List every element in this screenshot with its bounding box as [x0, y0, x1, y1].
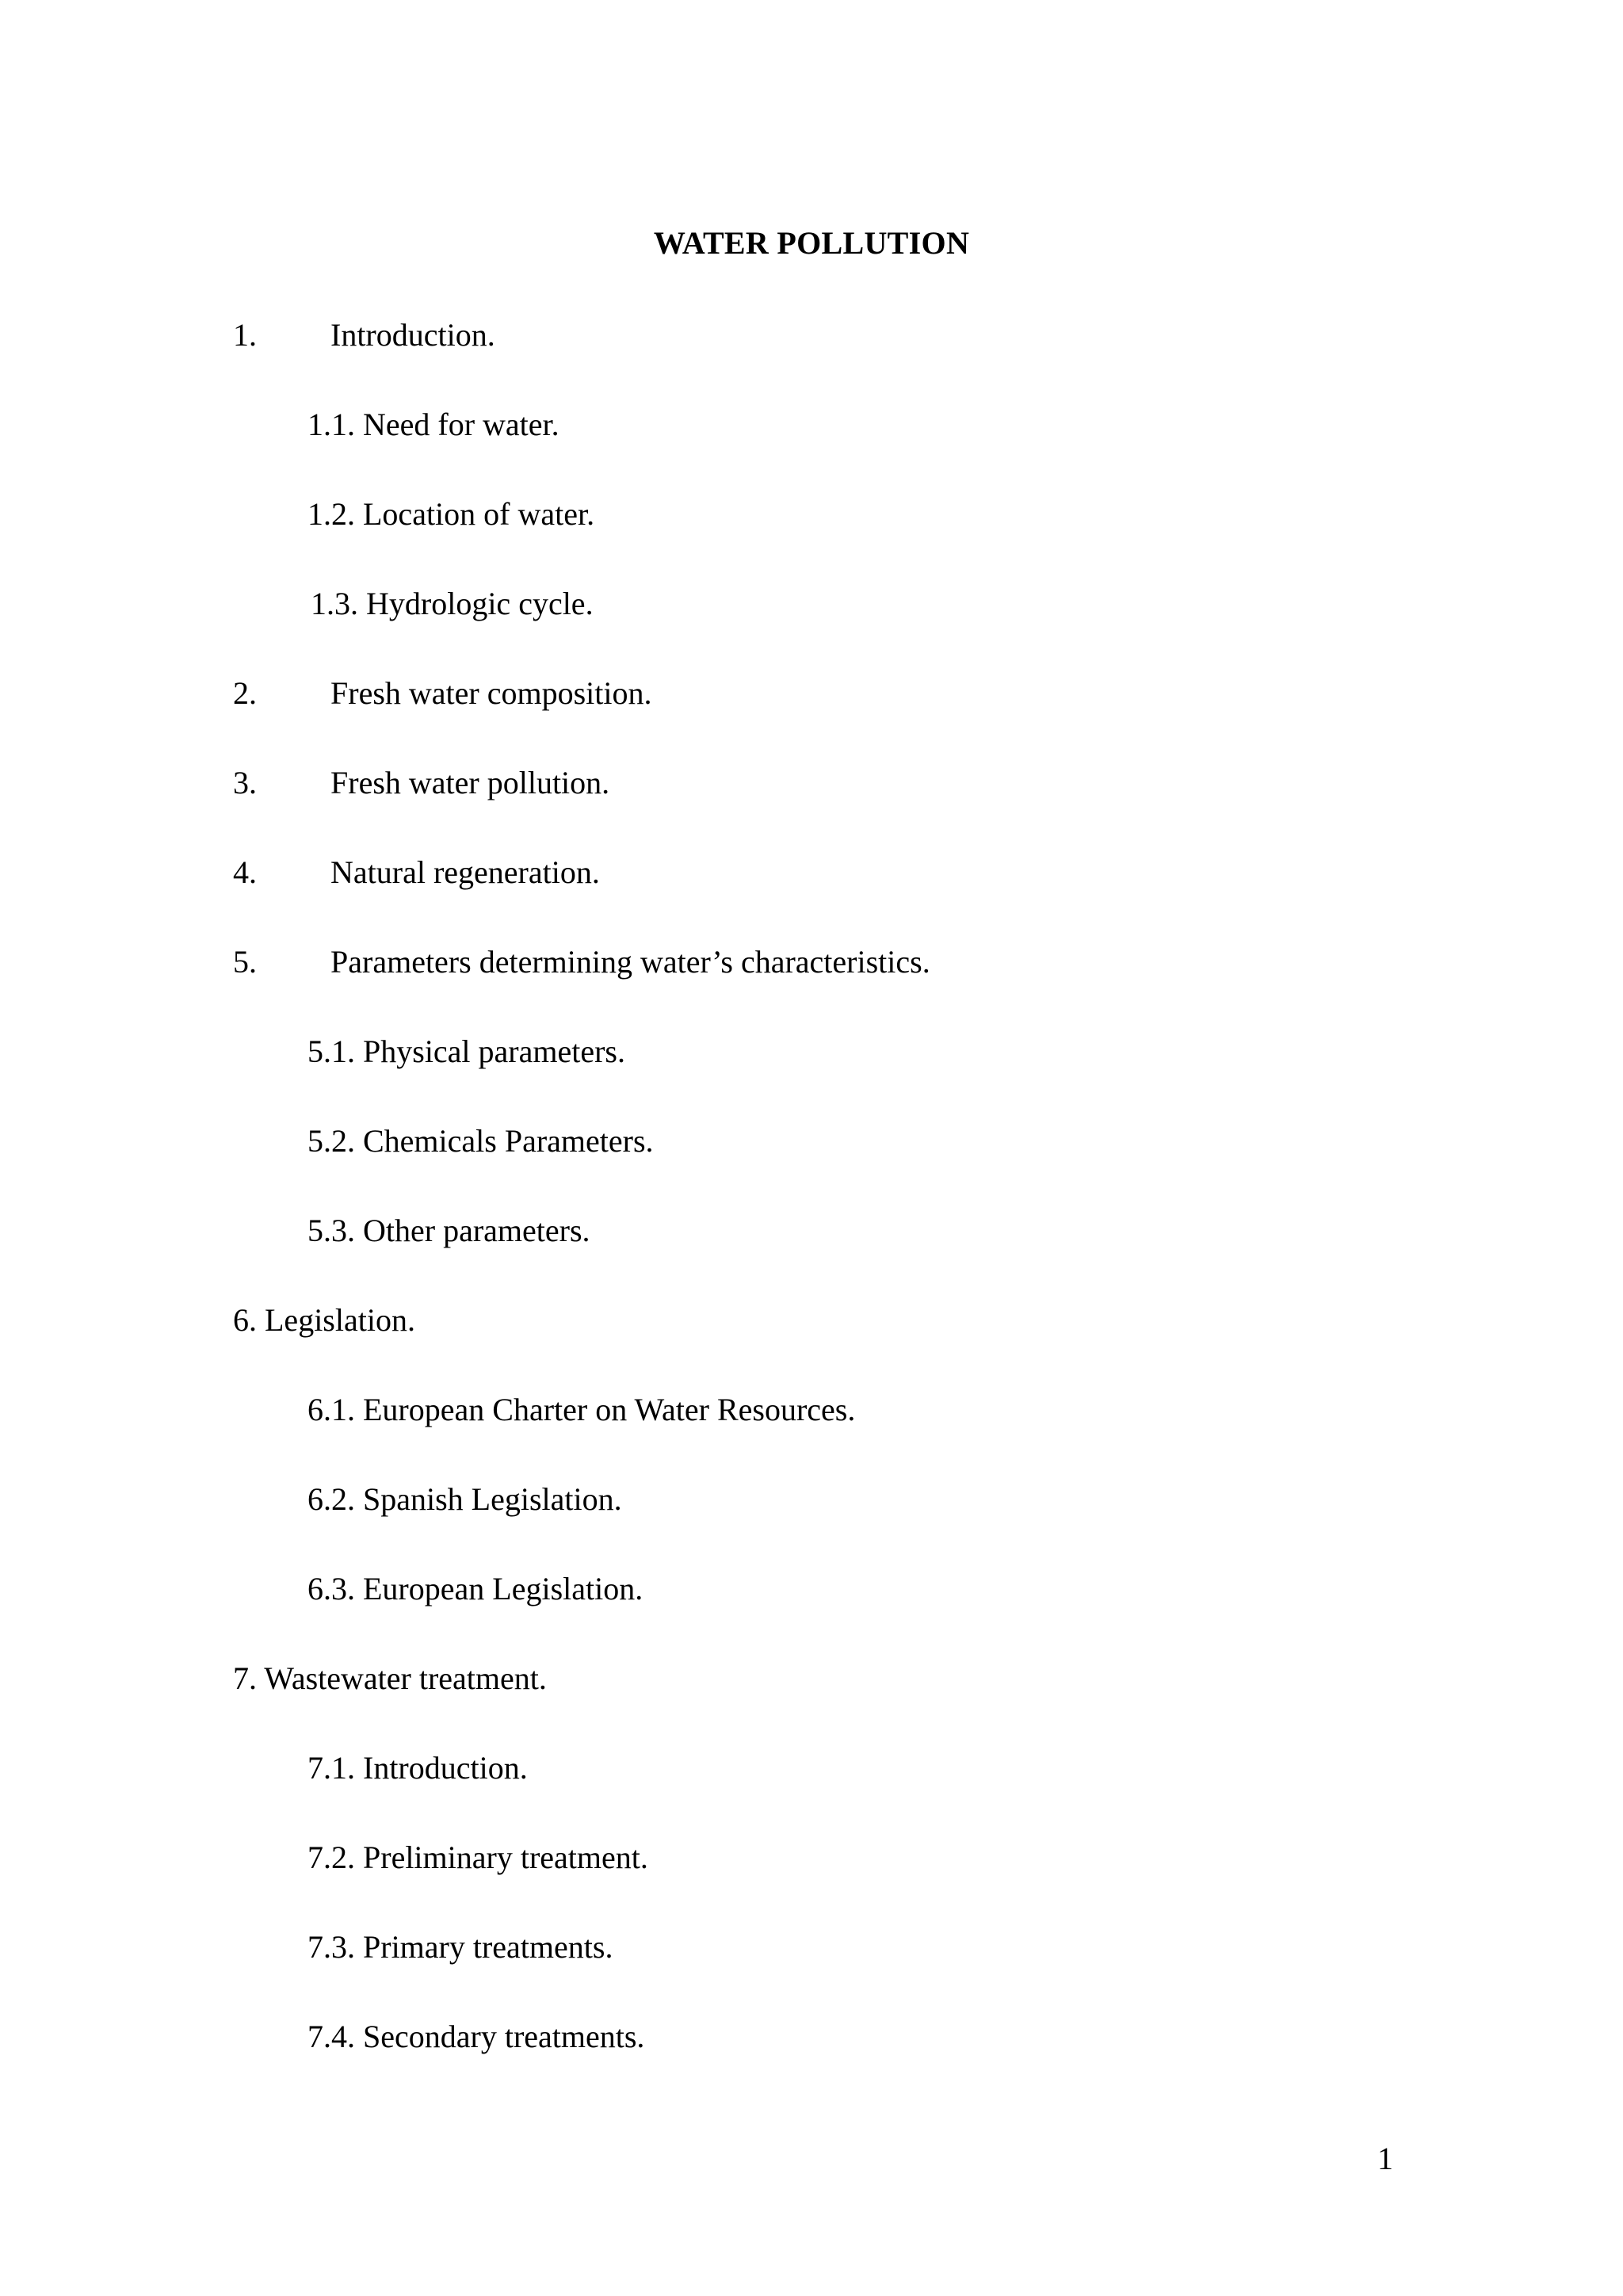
toc-item-text: Parameters determining water’s characteristics.: [330, 944, 930, 980]
document-title: WATER POLLUTION: [653, 225, 970, 261]
toc-item-6-2: 6.2. Spanish Legislation.: [307, 1481, 622, 1517]
toc-item-number: 2.: [233, 675, 257, 711]
toc-item-6: 6. Legislation.: [233, 1302, 415, 1338]
toc-item-text: Fresh water pollution.: [330, 765, 610, 800]
toc-item-1-1: 1.1. Need for water.: [307, 407, 559, 442]
toc-item-number: 4.: [233, 854, 257, 890]
toc-item-7-3: 7.3. Primary treatments.: [307, 1929, 613, 1965]
toc-item-5-1: 5.1. Physical parameters.: [307, 1033, 625, 1069]
toc-item-number: 1.: [233, 317, 257, 353]
toc-item-text: Natural regeneration.: [330, 854, 600, 890]
toc-item-1-2: 1.2. Location of water.: [307, 496, 595, 532]
toc-item-6-1: 6.1. European Charter on Water Resources.: [307, 1392, 856, 1427]
toc-item-5-3: 5.3. Other parameters.: [307, 1213, 590, 1248]
toc-item-7-4: 7.4. Secondary treatments.: [307, 2019, 645, 2054]
toc-item-1-3: 1.3. Hydrologic cycle.: [311, 586, 594, 621]
toc-item-5-2: 5.2. Chemicals Parameters.: [307, 1123, 654, 1159]
toc-item-number: 5.: [233, 944, 257, 980]
toc-item-7-1: 7.1. Introduction.: [307, 1750, 528, 1786]
page-number: 1: [1377, 2141, 1393, 2176]
toc-item-6-3: 6.3. European Legislation.: [307, 1571, 643, 1606]
toc-item-7-2: 7.2. Preliminary treatment.: [307, 1839, 648, 1875]
toc-item-number: 3.: [233, 765, 257, 800]
toc-item-7: 7. Wastewater treatment.: [233, 1660, 547, 1696]
toc-item-text: Introduction.: [330, 317, 495, 353]
toc-item-text: Fresh water composition.: [330, 675, 652, 711]
